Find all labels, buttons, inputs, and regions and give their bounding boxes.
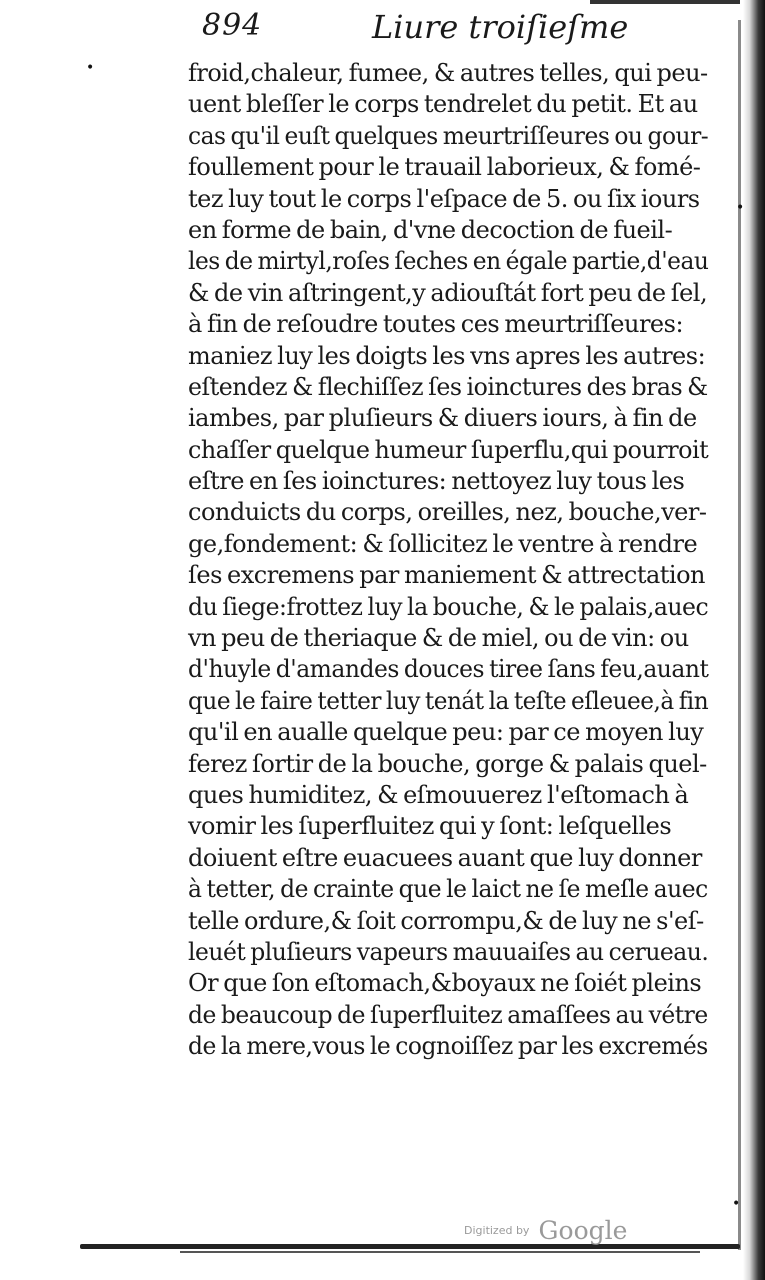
- text-line: eſtre en ſes ioinctures: nettoyez luy tous les: [188, 467, 685, 496]
- text-line: tez luy tout le corps l'eſpace de 5. ou ſix iours: [188, 184, 700, 213]
- ink-speck: •: [736, 200, 745, 216]
- text-line: d'huyle d'amandes douces tiree ſans feu,auant: [188, 655, 709, 684]
- text-line: leuét pluſieurs vapeurs mauuaiſes au cerueau.: [188, 937, 709, 966]
- text-line: à fin de reſoudre toutes ces meurtriſſeures:: [188, 310, 684, 339]
- bottom-rule-secondary: [180, 1251, 700, 1253]
- digitized-by-label: Digitized by: [464, 1224, 530, 1237]
- text-line: ferez ſortir de la bouche, gorge & palais quel-: [188, 749, 707, 778]
- text-line: conduicts du corps, oreilles, nez, bouche,ver-: [188, 498, 707, 527]
- text-line: les de mirtyl,roſes ſeches en égale partie,d'eau: [188, 247, 709, 276]
- text-line: foullement pour le trauail laborieux, & fomé-: [188, 153, 701, 182]
- text-line: iambes, par pluſieurs & diuers iours, à fin de: [188, 404, 697, 433]
- text-line: telle ordure,& ſoit corrompu,& de luy ne s'eſ-: [188, 906, 704, 935]
- text-line: ge,fondement: & ſollicitez le ventre à rendre: [188, 529, 698, 558]
- page-edge-right: [743, 0, 765, 1280]
- text-line: qu'il en aualle quelque peu: par ce moyen luy: [188, 718, 704, 747]
- text-line: chaſſer quelque humeur ſuperflu,qui pourroit: [188, 435, 709, 464]
- text-line: que le faire tetter luy tenát la teſte eſleuee,à fin: [188, 686, 709, 715]
- page-number: 894: [202, 8, 263, 43]
- body-text: [188, 58, 708, 1063]
- text-line: de beaucoup de ſuperfluitez amaſſees au vétre: [188, 1000, 708, 1029]
- text-line: maniez luy les doigts les vns apres les autres:: [188, 341, 706, 370]
- ink-speck: •: [86, 60, 95, 76]
- text-line: eſtendez & flechiſſez ſes ioinctures des bras &: [188, 372, 708, 401]
- text-line: vomir les ſuperfluitez qui y ſont: leſquelles: [188, 812, 672, 841]
- text-line: ſes excremens par maniement & attrectation: [188, 561, 706, 590]
- text-line: du ſiege:frottez luy la bouche, & le palais,auec: [188, 592, 709, 621]
- text-line: & de vin aſtringent,y adiouſtát fort peu de ſel,: [188, 278, 708, 307]
- text-line: froid,chaleur, fumee, & autres telles, qui peu-: [188, 59, 708, 87]
- running-head: Liure troiſieſme: [372, 8, 629, 46]
- bottom-rule: [80, 1244, 740, 1249]
- google-watermark: [464, 1216, 627, 1245]
- text-line: cas qu'il euſt quelques meurtriſſeures ou gour-: [188, 121, 709, 150]
- ink-speck: •: [732, 1196, 741, 1212]
- text-line: ques humiditez, & eſmouuerez l'eſtomach à: [188, 780, 689, 809]
- page-header: [202, 8, 629, 54]
- text-line: Or que ſon eſtomach,&boyaux ne ſoiét pleins: [188, 969, 702, 998]
- text-line: vn peu de theriaque & de miel, ou de vin: ou: [188, 624, 689, 653]
- google-logo: Google: [538, 1216, 628, 1245]
- text-line: doiuent eſtre euacuees auant que luy donner: [188, 843, 702, 872]
- text-line: en forme de bain, d'vne decoction de fueil-: [188, 215, 673, 244]
- page-edge-top: [590, 0, 740, 4]
- text-line: à tetter, de crainte que le laict ne ſe meſle auec: [188, 875, 708, 904]
- text-line: uent bleſſer le corps tendrelet du petit. Et au: [188, 90, 698, 119]
- text-line: de la mere,vous le cognoiſſez par les excremés: [188, 1032, 708, 1061]
